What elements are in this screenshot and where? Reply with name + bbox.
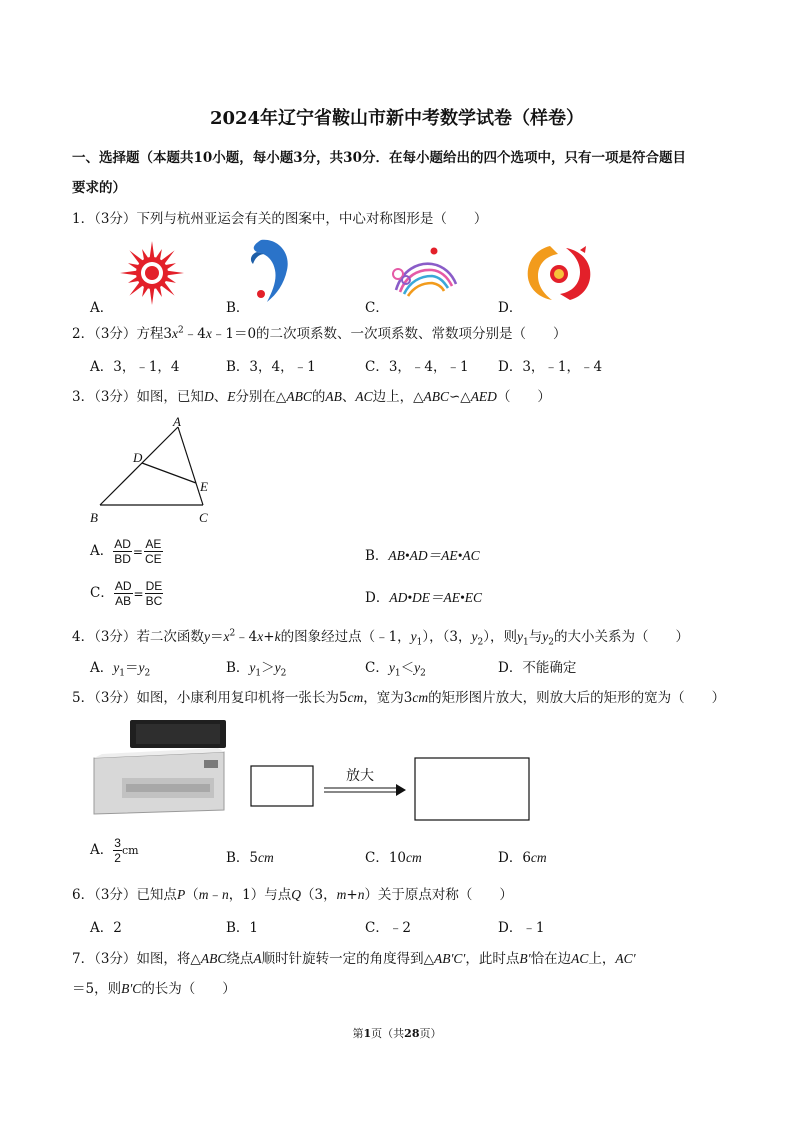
variable: y	[274, 660, 281, 675]
variable: y	[138, 660, 145, 675]
question-text: ），则	[483, 629, 517, 645]
label-d: D	[133, 450, 143, 465]
unit: cm	[530, 850, 547, 865]
sun-emblem-image	[116, 240, 188, 306]
unit: cm	[258, 850, 274, 865]
denominator: AB	[115, 594, 132, 608]
dolphin-emblem-image	[247, 236, 299, 306]
unit: cm	[347, 690, 364, 705]
q5-option-c[interactable]	[365, 846, 422, 866]
question-text: +	[263, 629, 275, 645]
triangle-label: ABC	[286, 389, 312, 404]
variable: x	[223, 629, 230, 644]
numerator: 3	[114, 836, 121, 850]
operator: ＞	[261, 660, 275, 676]
point-label: B′	[519, 951, 531, 966]
question-number: 3．（3分）	[72, 389, 137, 405]
q1-option-d[interactable]: D．	[498, 300, 523, 316]
swirl-emblem-image	[520, 240, 598, 306]
option-label: C．	[90, 585, 114, 601]
variable: x	[205, 326, 212, 341]
variable: m	[336, 887, 347, 902]
question-text: 与	[528, 629, 543, 645]
operator: ＜	[400, 660, 415, 676]
option-label: A．	[90, 660, 114, 676]
question-text: 如图，将△	[136, 951, 201, 967]
option-label: C．	[365, 850, 389, 866]
variable: y	[388, 660, 395, 675]
question-text: 如图，小康利用复印机将一张长为5	[136, 690, 348, 706]
variable: k	[274, 629, 281, 644]
option-label: A．	[90, 543, 114, 559]
segment-label: AC′	[615, 951, 636, 966]
question-text: 、	[213, 389, 228, 405]
option-text: 不能确定	[522, 660, 577, 676]
page-total: 28	[404, 1027, 420, 1040]
operator: ＝	[124, 660, 139, 676]
question-number: 7．（3分）	[72, 951, 137, 967]
numerator: AD	[114, 537, 131, 551]
point-label: P	[176, 887, 186, 902]
triangle-label: ABC	[423, 389, 449, 404]
q4-option-d[interactable]	[498, 656, 576, 676]
label-b: B	[90, 510, 98, 525]
printer-image	[94, 720, 226, 814]
q2-option-d[interactable]: D．3，﹣1，﹣4	[498, 359, 603, 375]
unit: cm	[121, 844, 139, 857]
question-text: 绕点	[226, 951, 254, 967]
fraction	[144, 537, 163, 566]
question-number: 6．（3分）	[72, 887, 137, 903]
variable: y	[516, 629, 523, 644]
variable: y	[410, 629, 417, 644]
question-text: 上，	[588, 951, 616, 967]
question-text: 分别在△	[235, 389, 287, 405]
section-heading: 一、选择题（本题共10小题，每小题3分，共30分．在每小题给出的四个选项中，只有一项是符合题目	[72, 150, 686, 166]
point-label: D	[203, 389, 214, 404]
question-text: ，此时点	[465, 951, 520, 967]
denominator: 2	[114, 851, 121, 865]
subscript: 1	[522, 637, 529, 648]
question-text: 的	[311, 389, 326, 405]
question-text: 边上，△	[372, 389, 424, 405]
question-7	[72, 947, 636, 967]
subscript: 2	[280, 668, 287, 679]
segment-label: AB	[325, 389, 342, 404]
question-text: （3，	[301, 887, 337, 903]
q4-option-c[interactable]	[365, 656, 426, 679]
question-text: 若二次函数	[136, 629, 204, 645]
variable: x	[172, 326, 179, 341]
fraction	[114, 579, 133, 608]
exponent: 2	[229, 628, 236, 639]
point-label: Q	[291, 887, 302, 902]
triangle-label: AED	[470, 389, 497, 404]
q2-option-a[interactable]: A．3，﹣1，4	[90, 359, 180, 375]
fraction	[113, 537, 132, 566]
question-text: 的长为（ ）	[141, 981, 236, 997]
page-number: 1	[363, 1027, 372, 1040]
segment-label: B′C	[121, 981, 142, 996]
q5-option-b[interactable]	[226, 846, 274, 866]
side-ab	[100, 427, 178, 505]
page-title: 2024年辽宁省鞍山市新中考数学试卷（样卷）	[209, 108, 585, 129]
variable: y	[249, 660, 256, 675]
question-text: 下列与杭州亚运会有关的图案中，中心对称图形是（ ）	[136, 211, 488, 227]
question-text: 方程3	[136, 326, 173, 342]
numerator: DE	[145, 579, 163, 593]
label-a: A	[173, 414, 181, 429]
variable: n	[357, 887, 365, 902]
question-7-cont	[72, 977, 236, 997]
segment-label: AC	[571, 951, 589, 966]
equals-sign: =	[133, 586, 144, 601]
triangle-figure	[86, 412, 226, 530]
q1-option-c[interactable]: C．	[365, 300, 389, 316]
question-text: （ ）	[496, 389, 551, 405]
sun-ray	[167, 271, 184, 276]
option-expression: AB•AD＝AE•AC	[388, 548, 480, 563]
sun-ray	[150, 241, 155, 258]
copier-figure	[88, 718, 538, 822]
question-5	[72, 686, 725, 706]
q3-option-d[interactable]	[365, 586, 482, 606]
question-text: ﹣4	[235, 629, 258, 645]
page-footer	[0, 1025, 794, 1041]
numerator: AE	[145, 537, 162, 551]
question-text: 的矩形图片放大，则放大后的矩形的宽为（ ）	[428, 690, 726, 706]
option-expression: AD•DE＝AE•EC	[389, 590, 483, 605]
variable: m	[198, 887, 209, 902]
q2-option-b[interactable]: B．3，4，﹣1	[226, 359, 316, 375]
subscript: 2	[477, 637, 484, 648]
large-rectangle	[415, 758, 529, 820]
triangle-label: AB′C′	[433, 951, 466, 966]
subscript: 2	[144, 668, 151, 679]
rainbow-emblem-image	[388, 244, 460, 302]
exponent: 2	[178, 325, 184, 336]
q5-option-a[interactable]	[90, 836, 139, 865]
question-number: 5．（3分）	[72, 690, 137, 706]
option-value: 6	[522, 850, 531, 866]
question-text: 已知点	[136, 887, 177, 903]
point-label: E	[227, 389, 236, 404]
denominator: BD	[114, 552, 131, 566]
enlarge-arrow	[324, 784, 406, 796]
denominator: CE	[144, 552, 162, 566]
small-rectangle	[251, 766, 313, 806]
variable: y	[471, 629, 478, 644]
question-text: 的图象经过点（﹣1，	[280, 629, 411, 645]
q2-option-c[interactable]: C．3，﹣4，﹣1	[365, 359, 469, 375]
question-6	[72, 883, 513, 903]
equals-sign: =	[132, 544, 143, 559]
question-text: ﹣4	[183, 326, 206, 342]
variable: y	[414, 660, 421, 675]
question-2	[72, 322, 567, 342]
question-text: ﹣1＝0的二次项系数、一次项系数、常数项分别是（ ）	[211, 326, 567, 342]
fraction	[113, 836, 122, 865]
option-label: A．	[90, 842, 114, 858]
sun-ray	[150, 288, 155, 305]
triangle-label: ABC	[200, 951, 227, 966]
fraction	[145, 579, 164, 608]
option-label: D．	[498, 660, 523, 676]
footer-text: 页（共	[371, 1027, 405, 1040]
denominator: BC	[145, 594, 163, 608]
label-e: E	[200, 479, 208, 494]
option-label: D．	[365, 590, 390, 606]
footer-text: 页）	[419, 1027, 442, 1040]
subscript: 2	[548, 637, 554, 648]
variable: y	[113, 660, 120, 675]
q1-option-b[interactable]: B．	[226, 300, 250, 316]
option-value: 5	[249, 850, 259, 866]
segment-de	[142, 463, 196, 483]
subscript: 1	[255, 668, 262, 679]
question-text: ，宽为3	[363, 690, 413, 706]
option-label: C．	[365, 660, 389, 676]
question-3	[72, 385, 551, 405]
q6-option-b[interactable]: B．1	[226, 920, 259, 936]
enlarge-label: 放大	[346, 769, 374, 784]
question-number: 2．（3分）	[72, 326, 137, 342]
q5-option-d[interactable]	[498, 846, 547, 866]
q6-option-a[interactable]: A．2	[90, 920, 122, 936]
option-label: B．	[226, 660, 250, 676]
question-text: 恰在边	[530, 951, 572, 967]
similar-symbol: ∽△	[448, 389, 471, 405]
numerator: AD	[114, 579, 132, 593]
question-text: ）关于原点对称（ ）	[364, 887, 513, 903]
q6-option-c[interactable]: C．﹣2	[365, 920, 411, 936]
question-text: 顺时针旋转一定的角度得到△	[261, 951, 434, 967]
question-text: （	[185, 887, 199, 903]
q3-option-c[interactable]	[90, 579, 163, 608]
question-text: 如图，已知	[136, 389, 204, 405]
variable: n	[221, 887, 229, 902]
q4-option-b[interactable]	[226, 656, 286, 679]
subscript: 2	[420, 668, 426, 679]
question-text: ＝5，则	[72, 981, 122, 997]
subscript: 1	[119, 668, 125, 679]
question-text: ，1）与点	[228, 887, 292, 903]
option-label: D．	[498, 850, 523, 866]
question-text: 的大小关系为（ ）	[553, 629, 689, 645]
subscript: 1	[394, 668, 401, 679]
q3-option-a[interactable]	[90, 537, 163, 566]
option-value: 10	[388, 850, 407, 866]
point-label: A	[253, 951, 262, 966]
variable: y	[203, 629, 210, 644]
question-number: 4．（3分）	[72, 629, 137, 645]
footer-text: 第	[352, 1027, 364, 1040]
question-text: ），（3，	[422, 629, 472, 645]
variable: x	[257, 629, 264, 644]
q4-option-a[interactable]	[90, 656, 150, 679]
option-label: B．	[365, 548, 389, 564]
section-heading-cont: 要求的）	[72, 180, 126, 196]
question-1	[72, 207, 487, 227]
option-label: B．	[226, 850, 250, 866]
unit: cm	[406, 850, 422, 865]
subscript: 1	[416, 637, 423, 648]
sun-ray	[120, 271, 137, 276]
q1-option-a[interactable]: A．	[90, 300, 114, 316]
question-text: ＝	[209, 629, 224, 645]
segment-label: AC	[355, 389, 373, 404]
question-4	[72, 625, 689, 648]
unit: cm	[412, 690, 429, 705]
question-text: 、	[341, 389, 356, 405]
q6-option-d[interactable]: D．﹣1	[498, 920, 545, 936]
question-number: 1．（3分）	[72, 211, 137, 227]
question-text: ﹣	[208, 887, 222, 903]
question-text: +	[346, 887, 358, 903]
variable: y	[542, 629, 549, 644]
label-c: C	[199, 510, 208, 525]
q3-option-b[interactable]	[365, 544, 480, 564]
